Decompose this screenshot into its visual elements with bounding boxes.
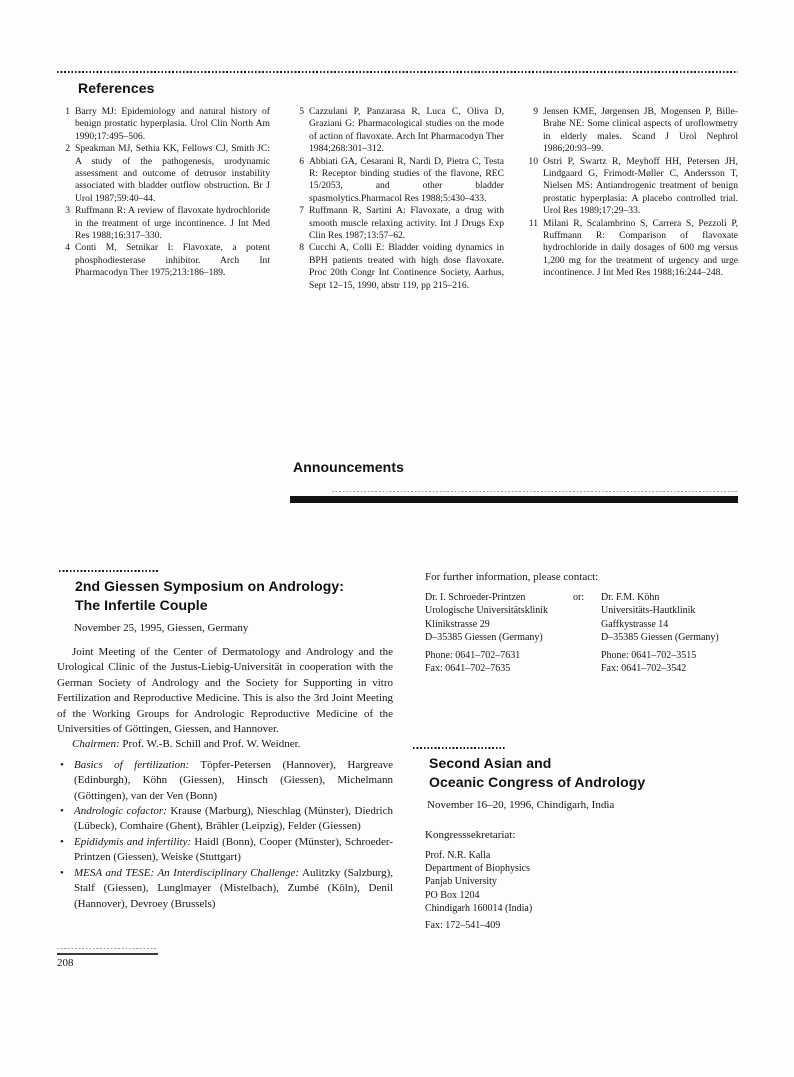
reference-text: Ruffmann R, Sartini A: Flavoxate, a drug with smooth muscle relaxing activity. Int J Drugs Exp Clin Res 1987;13:57–62. bbox=[309, 205, 504, 242]
congress-title-line-1: Second Asian and bbox=[429, 755, 552, 771]
references-column-2 bbox=[291, 106, 504, 292]
congress-announcement bbox=[425, 747, 740, 931]
session-text bbox=[74, 758, 393, 804]
reference-number: 7 bbox=[299, 205, 304, 217]
congress-address-line: PO Box 1204 bbox=[425, 889, 480, 901]
chairmen-names: Prof. W.-B. Schill and Prof. W. Weidner. bbox=[119, 738, 301, 751]
symposium-chairmen bbox=[57, 737, 393, 752]
contact-or-label: or: bbox=[573, 592, 585, 603]
reference-number: 5 bbox=[299, 106, 304, 117]
reference-item bbox=[291, 156, 504, 206]
reference-text: Conti M, Setnikar I: Flavoxate, a potent phosphodiesterase inhibitor. Arch Int Pharmacodyn Ther 1975;213:186–189. bbox=[75, 242, 270, 279]
contact-left bbox=[425, 591, 573, 675]
reference-item bbox=[57, 205, 270, 242]
session-topic: Basics of fertilization: bbox=[74, 758, 190, 771]
reference-item bbox=[525, 218, 738, 280]
reference-number: 8 bbox=[299, 242, 304, 254]
session-text bbox=[74, 835, 393, 866]
reference-number: 9 bbox=[533, 106, 538, 117]
contact-left-phone: Phone: 0641–702–7631 bbox=[425, 649, 521, 661]
contact-address-line: Dr. F.M. Köhn bbox=[601, 592, 660, 603]
congress-address-line: Chindigarh 160014 (India) bbox=[425, 902, 533, 914]
reference-text: Barry MJ: Epidemiology and natural history of benign prostatic hyperplasia. Urol Clin North Am 1990;17:495–506. bbox=[75, 106, 270, 142]
symposium-title-line-1: 2nd Giessen Symposium on Andrology: bbox=[75, 578, 345, 594]
contact-right-phone: Phone: 0641–702–3515 bbox=[601, 649, 697, 661]
session-text bbox=[74, 804, 393, 835]
bullet-icon bbox=[57, 835, 74, 866]
reference-text: Jensen KME, Jørgensen JB, Mogensen P, Bille-Brahe NE: Some clinical aspects of uroflowmetry in elderly males. Scand J Urol Nephrol 1986;20:93–99. bbox=[543, 106, 738, 155]
reference-item bbox=[57, 143, 270, 205]
announcement-dotted-rule bbox=[413, 747, 505, 749]
references-column-3 bbox=[525, 106, 738, 292]
contact-address-line: Gaffkystrasse 14 bbox=[601, 618, 669, 630]
session-item bbox=[57, 758, 393, 804]
reference-item bbox=[57, 242, 270, 279]
bullet-icon bbox=[57, 866, 74, 912]
section-divider-bar bbox=[290, 496, 738, 503]
reference-item bbox=[525, 156, 738, 218]
symposium-sessions bbox=[57, 758, 393, 912]
references-column-1 bbox=[57, 106, 270, 292]
symposium-date: November 25, 1995, Giessen, Germany bbox=[74, 622, 249, 634]
congress-address-line: Prof. N.R. Kalla bbox=[425, 850, 491, 861]
reference-text: Milani R, Scalambrino S, Carrera S, Pezzoli P, Ruffmann R: Comparison of flavoxate hydrochloride in daily dosages of 600 mg versus 1,200 mg for the treatment of urgency and urge incontinence. J Int Med Res 1988;16:244–248. bbox=[543, 217, 738, 279]
contact-left-fax: Fax: 0641–702–7635 bbox=[425, 663, 511, 675]
contact-right-fax: Fax: 0641–702–3542 bbox=[601, 663, 687, 675]
contact-right-address bbox=[601, 591, 740, 645]
references-list bbox=[57, 106, 738, 292]
reference-number: 2 bbox=[65, 143, 70, 155]
bar-dotted-rule bbox=[332, 491, 738, 492]
reference-number: 6 bbox=[299, 155, 304, 167]
contact-left-phonefax bbox=[425, 649, 573, 676]
reference-number: 11 bbox=[528, 217, 538, 229]
symposium-announcement bbox=[57, 570, 393, 912]
session-item bbox=[57, 835, 393, 866]
reference-item bbox=[525, 106, 738, 156]
session-speakers: Aulitzky (Salzburg), Stalf (Giessen), Lunglmayer (Mistelbach), Zumbé (Köln), Denil (Hannover), Devroey (Brussels) bbox=[74, 866, 393, 910]
session-topic: Andrologic cofactor: bbox=[74, 805, 167, 818]
contact-address-line: Dr. I. Schroeder-Printzen bbox=[425, 592, 526, 603]
session-item bbox=[57, 866, 393, 912]
contact-address-line: D–35385 Giessen (Germany) bbox=[425, 632, 543, 644]
reference-number: 3 bbox=[65, 205, 70, 217]
reference-text: Cazzulani P, Panzarasa R, Luca C, Oliva D, Graziani G: Pharmacological studies on the mode of action of flavoxate. Arch Int Pharmacodyn Ther 1984;268:301–312. bbox=[309, 106, 504, 155]
reference-text: Speakman MJ, Sethia KK, Fellows CJ, Smith JC: A study of the pathogenesis, urodynamic assessment and outcome of detrusor instability associated with bladder outflow obstruction. Br J Urol 1987;59:40–44. bbox=[75, 143, 270, 204]
contact-intro: For further information, please contact: bbox=[425, 571, 599, 583]
congress-date: November 16–20, 1996, Chindigarh, India bbox=[427, 799, 615, 811]
congress-address bbox=[425, 849, 740, 915]
contact-address-line: D–35385 Giessen (Germany) bbox=[601, 632, 719, 644]
symposium-title-line-2: The Infertile Couple bbox=[75, 597, 208, 613]
footer-rule bbox=[57, 953, 158, 955]
reference-item bbox=[57, 106, 270, 143]
contact-row bbox=[425, 591, 740, 675]
chairmen-label: Chairmen: bbox=[72, 738, 120, 751]
reference-item bbox=[291, 106, 504, 156]
contact-right bbox=[601, 591, 740, 675]
reference-number: 4 bbox=[65, 242, 70, 254]
announcement-dotted-rule bbox=[59, 570, 159, 572]
congress-secretariat-label: Kongresssekretariat: bbox=[425, 829, 516, 841]
page-number: 208 bbox=[57, 957, 74, 969]
contact-right-phonefax bbox=[601, 649, 740, 676]
reference-text: Cucchi A, Colli E: Bladder voiding dynamics in BPH patients treated with high dose flavoxate. Proc 20th Congr Int Continence Society, Aarhus, Sept 12–15, 1990, abstr 119, pp 215–216. bbox=[309, 242, 504, 291]
references-heading: References bbox=[78, 80, 155, 96]
reference-number: 10 bbox=[528, 155, 538, 167]
session-topic: Epididymis and infertility: bbox=[74, 835, 192, 848]
announcements-heading: Announcements bbox=[293, 459, 404, 475]
bullet-icon bbox=[57, 758, 74, 804]
symposium-body: Joint Meeting of the Center of Dermatology and Andrology and the Urological Clinic of the Justus-Liebig-Universität in cooperation with the German Society of Andrology and the Society for Supporting in vitro Fertilization and Reproductive Medicine. This is also the 3rd Joint Meeting of the Working Groups for Andrologic Reproductive Medicine of the Universities of Göttingen, Giessen, and Hannover. bbox=[57, 646, 393, 736]
reference-item bbox=[291, 205, 504, 242]
contact-address-line: Universitäts-Hautklinik bbox=[601, 605, 696, 617]
session-speakers: Haidl (Bonn), Cooper (Münster), Schroeder-Printzen (Giessen), Weiske (Stuttgart) bbox=[74, 835, 393, 864]
reference-item bbox=[291, 242, 504, 292]
reference-number: 1 bbox=[65, 106, 70, 117]
session-item bbox=[57, 804, 393, 835]
bullet-icon bbox=[57, 804, 74, 835]
section-dotted-rule bbox=[57, 71, 738, 73]
session-topic: MESA and TESE: An Interdisciplinary Challenge: bbox=[74, 866, 300, 879]
contact-left-address bbox=[425, 591, 573, 645]
congress-title-line-2: Oceanic Congress of Andrology bbox=[429, 774, 646, 790]
reference-text: Abbiati GA, Cesarani R, Nardi D, Pietra C, Testa R: Receptor binding studies of the flavone, REC 15/2053, and other bladder spasmolytics.Pharmacol Res 1988;5:430–433. bbox=[309, 155, 504, 204]
reference-text: Ruffmann R: A review of flavoxate hydrochloride in the treatment of urge incontinence. J Int Med Res 1988;16:317–330. bbox=[75, 205, 270, 242]
session-text bbox=[74, 866, 393, 912]
congress-fax: Fax: 172–541–409 bbox=[425, 920, 501, 932]
session-speakers: Krause (Marburg), Nieschlag (Münster), Diedrich (Lübeck), Comhaire (Ghent), Brähler (Leipzig), Felder (Giessen) bbox=[74, 805, 393, 833]
congress-title bbox=[425, 754, 740, 792]
contact-info bbox=[425, 571, 740, 675]
contact-address-line: Klinikstrasse 29 bbox=[425, 618, 490, 630]
symposium-title bbox=[57, 577, 393, 615]
footer-dotted-rule bbox=[57, 948, 158, 949]
session-speakers: Töpfer-Petersen (Hannover), Hargreave (Edinburgh), Köhn (Giessen), Hinsch (Giessen), Michelmann (Göttingen), van der Ven (Bonn) bbox=[74, 758, 393, 802]
reference-text: Ostri P, Swartz R, Meyhoff HH, Petersen JH, Lindgaard G, Frimodt-Møller C, Andersson T, Nielsen MS: Antiandrogenic treatment of benign prostatic hyperplasia: A placebo controlled trial. Urol Res 1989;17:29–33. bbox=[543, 155, 738, 217]
contact-address-line: Urologische Universitätsklinik bbox=[425, 605, 549, 617]
congress-address-line: Panjab University bbox=[425, 876, 497, 888]
congress-address-line: Department of Biophysics bbox=[425, 863, 530, 875]
